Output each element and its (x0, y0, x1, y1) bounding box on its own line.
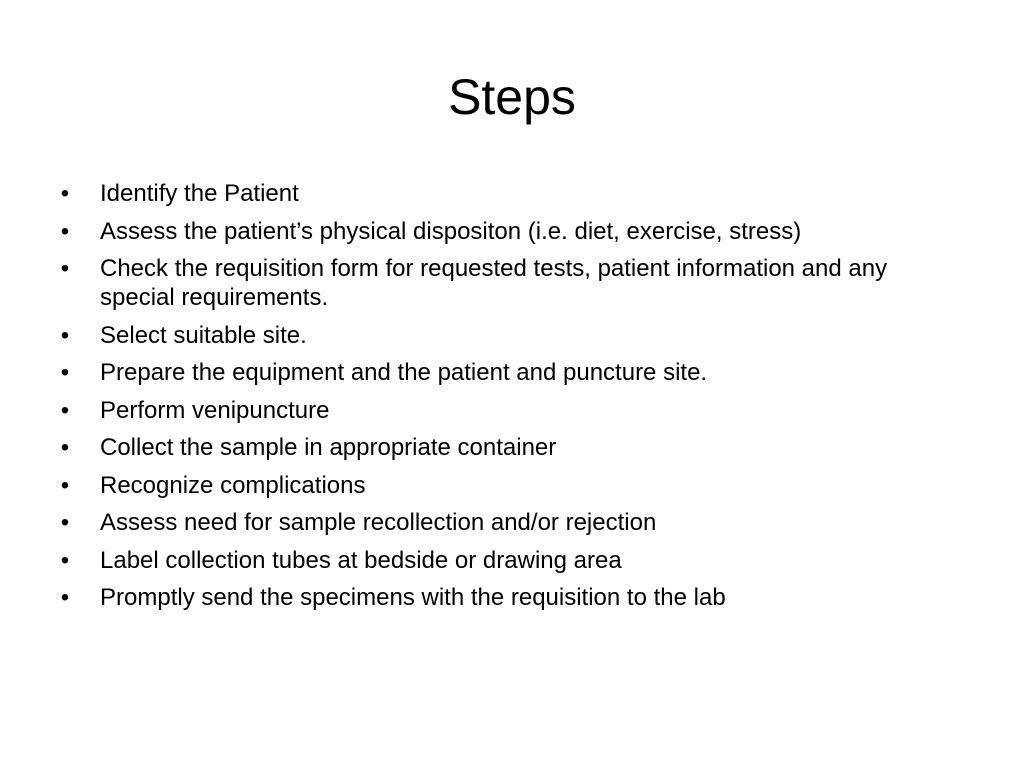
slide-title: Steps (448, 69, 576, 125)
list-item-text: Identify the Patient (100, 180, 299, 207)
list-item (58, 583, 968, 612)
list-item (58, 179, 968, 208)
list-item-text: Recognize complications (100, 471, 366, 499)
list-item-text: Check the requisition form for requested tests, patient information and any special requirements. (100, 255, 888, 311)
list-item (58, 217, 968, 246)
bullet-list (58, 179, 968, 621)
bullet-icon: • (60, 321, 70, 349)
list-item-text: Label collection tubes at bedside or drawing area (100, 546, 622, 574)
list-item-text: Select suitable site. (100, 321, 307, 349)
bullet-icon: • (60, 546, 70, 574)
list-item (58, 358, 968, 387)
list-item-text: Prepare the equipment and the patient and puncture site. (100, 359, 708, 386)
list-item (58, 321, 968, 350)
bullet-icon: • (60, 359, 70, 386)
bullet-icon: • (60, 255, 70, 282)
list-item-text: Collect the sample in appropriate container (100, 434, 557, 461)
list-item (58, 471, 968, 500)
list-item (58, 546, 968, 575)
list-item-text: Assess the patient’s physical dispositon (i.e. diet, exercise, stress) (100, 217, 802, 245)
list-item (58, 396, 968, 425)
bullet-icon: • (60, 217, 70, 245)
bullet-icon: • (60, 471, 70, 499)
list-item (58, 433, 968, 462)
list-item-text: Perform venipuncture (100, 396, 330, 424)
bullet-icon: • (60, 396, 70, 424)
list-item-text: Assess need for sample recollection and/or rejection (100, 509, 657, 536)
list-item (58, 254, 968, 312)
bullet-icon: • (60, 434, 70, 461)
bullet-icon: • (60, 180, 70, 207)
bullet-icon: • (60, 584, 70, 611)
bullet-icon: • (60, 509, 70, 536)
list-item-text: Promptly send the specimens with the requisition to the lab (100, 584, 726, 611)
list-item (58, 508, 968, 537)
